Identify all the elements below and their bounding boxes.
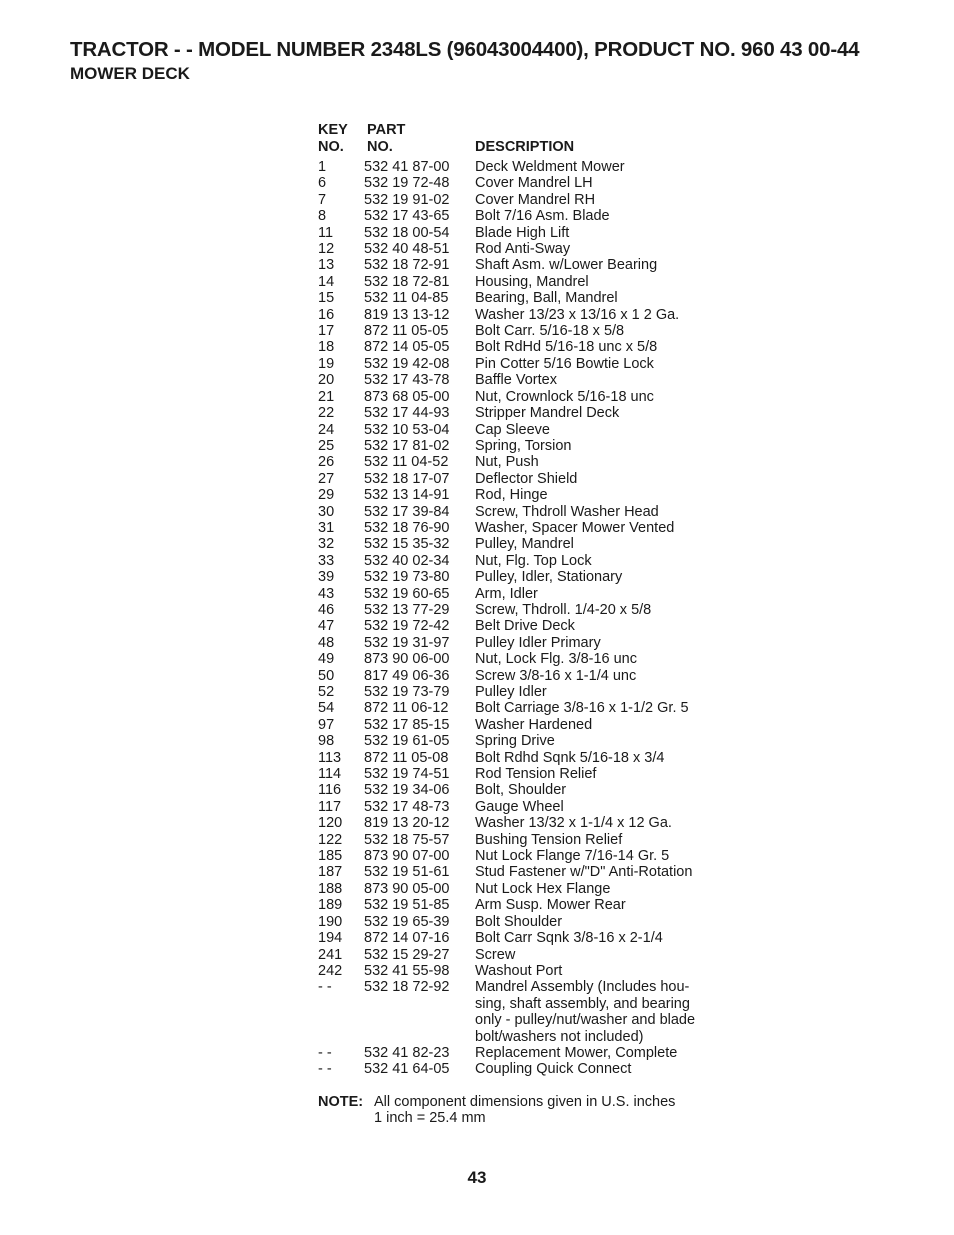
part-no-cell: 532 41 87-00 bbox=[364, 159, 450, 175]
description-cell: Deflector Shield bbox=[475, 470, 578, 487]
part-no-cell: 532 19 65-39 bbox=[364, 913, 450, 930]
description-cell: Nut Lock Flange 7/16-14 Gr. 5 bbox=[475, 848, 670, 865]
dimension-note bbox=[318, 1094, 675, 1127]
table-row bbox=[318, 274, 738, 290]
part-no-cell: 873 68 05-00 bbox=[364, 388, 450, 405]
part-no-cell: 532 18 17-07 bbox=[364, 470, 450, 487]
part-no-cell: 532 17 43-65 bbox=[364, 208, 450, 225]
key-no-cell: 15 bbox=[318, 290, 335, 307]
description-cell: Bolt RdHd 5/16-18 unc x 5/8 bbox=[475, 339, 658, 356]
part-no-cell: 532 19 51-85 bbox=[364, 897, 450, 914]
table-row bbox=[318, 569, 738, 585]
table-row bbox=[318, 405, 738, 421]
description-cell: Washer 13/32 x 1-1/4 x 12 Ga. bbox=[475, 815, 672, 832]
table-row bbox=[318, 618, 738, 634]
table-row bbox=[318, 914, 738, 930]
description-cell: Stud Fastener w/"D" Anti-Rotation bbox=[475, 864, 693, 881]
table-row bbox=[318, 782, 738, 798]
key-no-cell: 11 bbox=[318, 224, 334, 241]
description-cell: Replacement Mower, Complete bbox=[475, 1044, 678, 1061]
description-cell: Pulley Idler Primary bbox=[475, 634, 601, 651]
key-no-cell: 54 bbox=[318, 700, 335, 717]
key-no-cell: 49 bbox=[318, 651, 335, 668]
part-no-cell: 873 90 06-00 bbox=[364, 651, 450, 668]
part-no-cell: 532 41 64-05 bbox=[364, 1061, 450, 1078]
table-row bbox=[318, 815, 738, 831]
description-cell: Washer Hardened bbox=[475, 716, 593, 733]
description-cell: Washout Port bbox=[475, 962, 563, 979]
key-no-cell: 12 bbox=[318, 241, 335, 258]
part-no-cell: 872 11 05-05 bbox=[364, 323, 449, 340]
key-no-cell: 187 bbox=[318, 864, 343, 881]
part-no-cell: 532 19 74-51 bbox=[364, 766, 450, 783]
part-no-cell: 532 19 72-42 bbox=[364, 618, 450, 635]
key-no-cell: 241 bbox=[318, 946, 343, 963]
description-cell: Screw, Thdroll Washer Head bbox=[475, 503, 659, 520]
description-cell: Spring Drive bbox=[475, 733, 555, 750]
description-cell: Bolt Shoulder bbox=[475, 913, 563, 930]
part-no-cell: 532 17 81-02 bbox=[364, 437, 450, 454]
part-no-cell: 532 11 04-85 bbox=[364, 290, 449, 307]
table-row bbox=[318, 799, 738, 815]
page-number: 43 bbox=[467, 1168, 487, 1187]
description-cell: Washer 13/23 x 13/16 x 1 2 Ga. bbox=[475, 306, 680, 323]
table-row bbox=[318, 848, 738, 864]
description-cell: Pulley Idler bbox=[475, 684, 547, 700]
part-no-cell: 532 17 48-73 bbox=[364, 798, 450, 815]
description-cell: Screw, Thdroll. 1/4-20 x 5/8 bbox=[475, 601, 652, 618]
part-no-cell: 532 18 00-54 bbox=[364, 224, 450, 241]
key-no-cell: 117 bbox=[318, 798, 342, 815]
part-no-cell: 532 19 51-61 bbox=[364, 864, 450, 881]
key-no-cell: 114 bbox=[318, 766, 342, 783]
table-row bbox=[318, 422, 738, 438]
part-no-cell: 532 19 42-08 bbox=[364, 355, 450, 372]
key-no-cell: 50 bbox=[318, 667, 335, 684]
table-row bbox=[318, 1061, 738, 1077]
table-row bbox=[318, 389, 738, 405]
table-row bbox=[318, 897, 738, 913]
table-row bbox=[318, 208, 738, 224]
part-no-cell: 532 18 76-90 bbox=[364, 519, 450, 536]
description-cell: Rod, Hinge bbox=[475, 487, 548, 504]
part-no-cell: 532 40 48-51 bbox=[364, 241, 450, 258]
part-no-cell: 532 18 72-91 bbox=[364, 257, 450, 274]
table-row bbox=[318, 586, 738, 602]
description-cell: Pulley, Idler, Stationary bbox=[475, 569, 623, 586]
description-cell: Baffle Vortex bbox=[475, 372, 557, 389]
key-no-cell: 98 bbox=[318, 733, 335, 750]
description-cell: Spring, Torsion bbox=[475, 437, 572, 454]
table-row bbox=[318, 1045, 738, 1061]
table-row bbox=[318, 175, 738, 191]
table-row bbox=[318, 930, 738, 946]
part-no-cell: 532 18 75-57 bbox=[364, 831, 450, 848]
key-no-cell: 7 bbox=[318, 191, 327, 208]
description-cell: Arm, Idler bbox=[475, 585, 538, 602]
part-no-cell: 532 17 39-84 bbox=[364, 503, 450, 520]
description-cell: Bolt Rdhd Sqnk 5/16-18 x 3/4 bbox=[475, 749, 665, 766]
key-no-cell: 52 bbox=[318, 684, 335, 700]
key-no-cell: 185 bbox=[318, 848, 343, 865]
description-cell: Bolt, Shoulder bbox=[475, 782, 567, 799]
part-no-cell: 532 17 43-78 bbox=[364, 372, 450, 389]
table-row bbox=[318, 438, 738, 454]
description-cell: Bolt Carr Sqnk 3/8-16 x 2-1/4 bbox=[475, 930, 663, 947]
key-no-cell: 13 bbox=[318, 257, 335, 274]
description-cell: Screw bbox=[475, 946, 516, 963]
table-row bbox=[318, 717, 738, 733]
description-cell: Washer, Spacer Mower Vented bbox=[475, 519, 675, 536]
key-no-cell: 29 bbox=[318, 487, 335, 504]
part-no-cell: 532 18 72-92 bbox=[364, 979, 450, 996]
description-cell: Pin Cotter 5/16 Bowtie Lock bbox=[475, 355, 654, 372]
key-no-cell: 22 bbox=[318, 405, 335, 422]
page-title: TRACTOR - - MODEL NUMBER 2348LS (96043004400), PRODUCT NO. 960 43 00-44 bbox=[70, 38, 860, 61]
part-no-cell: 532 19 72-48 bbox=[364, 175, 450, 192]
table-row bbox=[318, 963, 738, 979]
table-row bbox=[318, 471, 738, 487]
description-cell: Bushing Tension Relief bbox=[475, 831, 623, 848]
key-no-cell: 31 bbox=[318, 519, 335, 536]
description-cell: Rod Tension Relief bbox=[475, 766, 597, 783]
key-no-cell: 17 bbox=[318, 323, 335, 340]
part-no-cell: 873 90 05-00 bbox=[364, 880, 450, 897]
table-row bbox=[318, 356, 738, 372]
description-cell: Nut, Lock Flg. 3/8-16 unc bbox=[475, 651, 637, 668]
table-row bbox=[318, 372, 738, 388]
description-cell: Deck Weldment Mower bbox=[475, 159, 625, 175]
table-row bbox=[318, 733, 738, 749]
table-row bbox=[318, 700, 738, 716]
part-no-cell: 872 14 07-16 bbox=[364, 930, 450, 947]
table-row bbox=[318, 307, 738, 323]
parts-table bbox=[318, 122, 738, 1078]
table-row bbox=[318, 536, 738, 552]
description-cell: Bolt Carr. 5/16-18 x 5/8 bbox=[475, 323, 625, 340]
description-cell: Shaft Asm. w/Lower Bearing bbox=[475, 257, 658, 274]
table-row bbox=[318, 602, 738, 618]
part-no-cell: 532 17 44-93 bbox=[364, 405, 450, 422]
key-no-cell: 19 bbox=[318, 355, 335, 372]
part-no-header: PART NO. bbox=[367, 122, 406, 155]
key-no-cell: 113 bbox=[318, 749, 342, 766]
description-cell: Arm Susp. Mower Rear bbox=[475, 897, 626, 914]
part-no-cell: 532 19 73-80 bbox=[364, 569, 450, 586]
key-no-cell: 39 bbox=[318, 569, 335, 586]
part-no-cell: 872 14 05-05 bbox=[364, 339, 450, 356]
part-no-cell: 532 40 02-34 bbox=[364, 552, 450, 569]
key-no-cell: 242 bbox=[318, 962, 343, 979]
key-no-cell: 6 bbox=[318, 175, 327, 192]
key-no-cell: 8 bbox=[318, 208, 327, 225]
table-row bbox=[318, 832, 738, 848]
parts-table-header bbox=[318, 122, 738, 159]
part-no-cell: 532 11 04-52 bbox=[364, 454, 449, 471]
description-cell: Nut, Crownlock 5/16-18 unc bbox=[475, 388, 654, 405]
parts-table-body bbox=[318, 159, 738, 1078]
part-no-cell: 532 41 82-23 bbox=[364, 1044, 450, 1061]
part-no-cell: 532 19 60-65 bbox=[364, 585, 450, 602]
key-no-cell: 190 bbox=[318, 913, 343, 930]
description-cell: Cover Mandrel LH bbox=[475, 175, 593, 192]
key-no-cell: 26 bbox=[318, 454, 335, 471]
part-no-cell: 532 19 91-02 bbox=[364, 191, 450, 208]
part-no-cell: 532 18 72-81 bbox=[364, 273, 450, 290]
table-row bbox=[318, 668, 738, 684]
table-row bbox=[318, 159, 738, 175]
table-row bbox=[318, 339, 738, 355]
table-row bbox=[318, 766, 738, 782]
key-no-cell: 20 bbox=[318, 372, 335, 389]
description-cell: Mandrel Assembly (Includes hou- sing, shaft assembly, and bearing only - pulley/nut/washer and blade bolt/washers not included) bbox=[475, 979, 696, 1045]
part-no-cell: 532 19 34-06 bbox=[364, 782, 450, 799]
table-row bbox=[318, 635, 738, 651]
table-row bbox=[318, 290, 738, 306]
description-cell: Screw 3/8-16 x 1-1/4 unc bbox=[475, 667, 637, 684]
note-label: NOTE: bbox=[318, 1094, 364, 1110]
key-no-cell: 116 bbox=[318, 782, 342, 799]
table-row bbox=[318, 750, 738, 766]
key-no-cell: 46 bbox=[318, 601, 335, 618]
key-no-cell: 43 bbox=[318, 585, 335, 602]
key-no-cell: - - bbox=[318, 1044, 332, 1061]
description-cell: Pulley, Mandrel bbox=[475, 536, 574, 553]
table-row bbox=[318, 684, 738, 700]
part-no-cell: 532 13 14-91 bbox=[364, 487, 450, 504]
part-no-cell: 819 13 13-12 bbox=[364, 306, 450, 323]
description-cell: Nut, Flg. Top Lock bbox=[475, 552, 592, 569]
table-row bbox=[318, 454, 738, 470]
table-row bbox=[318, 979, 738, 1045]
part-no-cell: 532 17 85-15 bbox=[364, 716, 450, 733]
table-row bbox=[318, 192, 738, 208]
key-no-cell: 24 bbox=[318, 421, 335, 438]
description-cell: Rod Anti-Sway bbox=[475, 241, 571, 258]
description-cell: Bolt 7/16 Asm. Blade bbox=[475, 208, 610, 225]
key-no-cell: 16 bbox=[318, 306, 335, 323]
key-no-header: KEY NO. bbox=[318, 122, 348, 155]
key-no-cell: 97 bbox=[318, 716, 335, 733]
table-row bbox=[318, 504, 738, 520]
table-row bbox=[318, 520, 738, 536]
table-row bbox=[318, 651, 738, 667]
part-no-cell: 532 15 29-27 bbox=[364, 946, 450, 963]
description-cell: Cover Mandrel RH bbox=[475, 191, 596, 208]
table-row bbox=[318, 487, 738, 503]
part-no-cell: 819 13 20-12 bbox=[364, 815, 450, 832]
description-cell: Nut, Push bbox=[475, 454, 539, 471]
key-no-cell: 21 bbox=[318, 388, 335, 405]
part-no-cell: 532 19 61-05 bbox=[364, 733, 450, 750]
key-no-cell: 120 bbox=[318, 815, 343, 832]
part-no-cell: 872 11 05-08 bbox=[364, 749, 449, 766]
part-no-cell: 872 11 06-12 bbox=[364, 700, 449, 717]
part-no-cell: 532 41 55-98 bbox=[364, 962, 450, 979]
description-cell: Bearing, Ball, Mandrel bbox=[475, 290, 618, 307]
description-cell: Blade High Lift bbox=[475, 224, 570, 241]
key-no-cell: - - bbox=[318, 1061, 332, 1078]
description-cell: Bolt Carriage 3/8-16 x 1-1/2 Gr. 5 bbox=[475, 700, 689, 717]
key-no-cell: 188 bbox=[318, 880, 343, 897]
note-text: All component dimensions given in U.S. inches 1 inch = 25.4 mm bbox=[374, 1094, 676, 1127]
key-no-cell: - - bbox=[318, 979, 332, 996]
table-row bbox=[318, 225, 738, 241]
table-row bbox=[318, 881, 738, 897]
key-no-cell: 27 bbox=[318, 470, 335, 487]
part-no-cell: 817 49 06-36 bbox=[364, 667, 450, 684]
part-no-cell: 873 90 07-00 bbox=[364, 848, 450, 865]
table-row bbox=[318, 553, 738, 569]
part-no-cell: 532 19 31-97 bbox=[364, 634, 450, 651]
description-cell: Coupling Quick Connect bbox=[475, 1061, 632, 1078]
description-cell: Cap Sleeve bbox=[475, 421, 550, 438]
key-no-cell: 33 bbox=[318, 552, 335, 569]
key-no-cell: 32 bbox=[318, 536, 335, 553]
key-no-cell: 25 bbox=[318, 437, 335, 454]
description-cell: Nut Lock Hex Flange bbox=[475, 880, 611, 897]
description-cell: Stripper Mandrel Deck bbox=[475, 405, 620, 422]
key-no-cell: 189 bbox=[318, 897, 343, 914]
key-no-cell: 18 bbox=[318, 339, 335, 356]
table-row bbox=[318, 323, 738, 339]
table-row bbox=[318, 864, 738, 880]
key-no-cell: 194 bbox=[318, 930, 343, 947]
key-no-cell: 14 bbox=[318, 273, 335, 290]
description-cell: Housing, Mandrel bbox=[475, 273, 589, 290]
section-subtitle: MOWER DECK bbox=[70, 64, 190, 83]
table-row bbox=[318, 241, 738, 257]
description-cell: Gauge Wheel bbox=[475, 798, 564, 815]
part-no-cell: 532 19 73-79 bbox=[364, 684, 450, 700]
part-no-cell: 532 10 53-04 bbox=[364, 421, 450, 438]
key-no-cell: 30 bbox=[318, 503, 335, 520]
description-cell: Belt Drive Deck bbox=[475, 618, 575, 635]
part-no-cell: 532 13 77-29 bbox=[364, 601, 450, 618]
part-no-cell: 532 15 35-32 bbox=[364, 536, 450, 553]
table-row bbox=[318, 947, 738, 963]
table-row bbox=[318, 257, 738, 273]
key-no-cell: 48 bbox=[318, 634, 335, 651]
key-no-cell: 122 bbox=[318, 831, 343, 848]
description-header: DESCRIPTION bbox=[475, 139, 575, 155]
key-no-cell: 47 bbox=[318, 618, 335, 635]
key-no-cell: 1 bbox=[318, 159, 327, 175]
